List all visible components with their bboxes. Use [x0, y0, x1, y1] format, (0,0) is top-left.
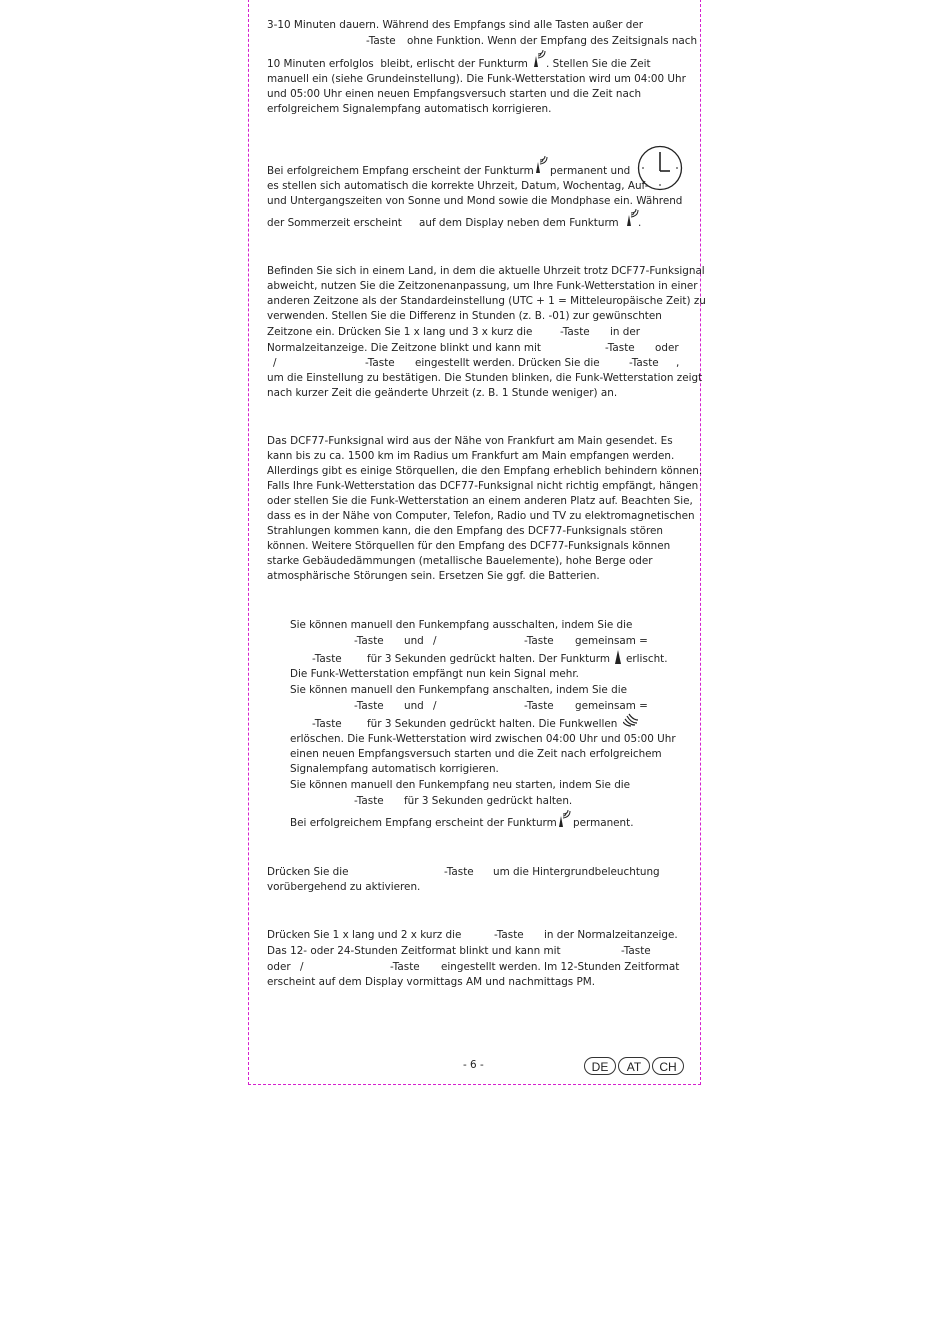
radio-tower-icon — [625, 209, 639, 227]
text-line: verwenden. Stellen Sie die Differenz in Stunden (z. B. -01) zur gewünschten — [267, 310, 662, 322]
country-badge-de: DE — [584, 1057, 616, 1075]
text-line: starke Gebäudedämmungen (metallische Bauelemente), hohe Berge oder — [267, 555, 653, 567]
text-line: oder — [267, 961, 291, 973]
text-line: Sie können manuell den Funkempfang ausschalten, indem Sie die — [290, 619, 633, 631]
text-line: -Taste — [621, 945, 651, 957]
text-line: für 3 Sekunden gedrückt halten. — [404, 795, 573, 807]
page-number: - 6 - — [463, 1059, 484, 1071]
country-badge-at: AT — [618, 1057, 650, 1075]
text-line: manuell ein (siehe Grundeinstellung). Die Funk-Wetterstation wird um 04:00 Uhr — [267, 73, 686, 85]
text-line: 10 Minuten erfolglos bleibt, erlischt der Funkturm — [267, 58, 528, 70]
text-line: es stellen sich automatisch die korrekte Uhrzeit, Datum, Wochentag, Auf- — [267, 180, 649, 192]
text-line: -Taste — [444, 866, 474, 878]
text-line: erlischt. — [626, 653, 668, 665]
text-line: atmosphärische Störungen sein. Ersetzen Sie ggf. die Batterien. — [267, 570, 600, 582]
text-line: der Sommerzeit erscheint — [267, 217, 402, 229]
text-line: nach kurzer Zeit die geänderte Uhrzeit (z. B. 1 Stunde weniger) an. — [267, 387, 618, 399]
text-line: Normalzeitanzeige. Die Zeitzone blinkt und kann mit — [267, 342, 542, 354]
text-line: Falls Ihre Funk-Wetterstation das DCF77-Funksignal nicht richtig empfängt, hängen — [267, 480, 699, 492]
radio-tower-icon — [557, 810, 571, 828]
radio-tower-icon — [532, 50, 546, 68]
text-line: vorübergehend zu aktivieren. — [267, 881, 421, 893]
text-line: abweicht, nutzen Sie die Zeitzonenanpassung, um Ihre Funk-Wetterstation in einer — [267, 280, 698, 292]
text-line: -Taste — [354, 700, 384, 712]
text-line: -Taste — [524, 635, 554, 647]
text-line: -Taste — [494, 929, 524, 941]
text-line: -Taste — [366, 35, 396, 47]
text-line: / — [273, 357, 277, 369]
text-line: -Taste — [390, 961, 420, 973]
country-badge-ch: CH — [652, 1057, 684, 1075]
text-line: oder — [655, 342, 679, 354]
text-line: -Taste — [605, 342, 635, 354]
text-line: Befinden Sie sich in einem Land, in dem die aktuelle Uhrzeit trotz DCF77-Funksignal — [267, 265, 705, 277]
text-line: Das 12- oder 24-Stunden Zeitformat blinkt und kann mit — [267, 945, 561, 957]
text-line: erscheint auf dem Display vormittags AM und nachmittags PM. — [267, 976, 596, 988]
text-line: -Taste — [524, 700, 554, 712]
text-line: und — [404, 700, 424, 712]
text-line: für 3 Sekunden gedrückt halten. Der Funkturm — [367, 653, 610, 665]
text-line: erfolgreichem Signalempfang automatisch korrigieren. — [267, 103, 552, 115]
text-line: -Taste — [354, 795, 384, 807]
text-line: Sie können manuell den Funkempfang anschalten, indem Sie die — [290, 684, 627, 696]
text-line: können. Weitere Störquellen für den Empfang des DCF77-Funksignals können — [267, 540, 671, 552]
text-line: . Stellen Sie die Zeit — [546, 58, 651, 70]
text-line: . — [638, 217, 642, 229]
text-line: Drücken Sie die — [267, 866, 349, 878]
text-line: -Taste — [365, 357, 395, 369]
text-line: / — [433, 700, 437, 712]
text-line: -Taste — [560, 326, 590, 338]
text-line: Die Funk-Wetterstation empfängt nun kein Signal mehr. — [290, 668, 579, 680]
text-line: eingestellt werden. Drücken Sie die — [415, 357, 600, 369]
text-line: permanent und — [550, 165, 631, 177]
text-line: Allerdings gibt es einige Störquellen, die den Empfang erheblich behindern können. — [267, 465, 703, 477]
text-line: ohne Funktion. Wenn der Empfang des Zeitsignals nach — [407, 35, 698, 47]
text-line: in der Normalzeitanzeige. — [544, 929, 678, 941]
text-line: erlöschen. Die Funk-Wetterstation wird zwischen 04:00 Uhr und 05:00 Uhr — [290, 733, 676, 745]
text-line: und — [404, 635, 424, 647]
text-line: , — [676, 357, 680, 369]
radio-tower-icon — [613, 649, 625, 665]
text-line: um die Einstellung zu bestätigen. Die Stunden blinken, die Funk-Wetterstation zeigt — [267, 372, 703, 384]
text-line: auf dem Display neben dem Funkturm — [419, 217, 619, 229]
text-line: und 05:00 Uhr einen neuen Empfangsversuch starten und die Zeit nach — [267, 88, 642, 100]
text-line: dass es in der Nähe von Computer, Telefon, Radio und TV zu elektromagnetischen — [267, 510, 695, 522]
text-line: und Untergangszeiten von Sonne und Mond sowie die Mondphase ein. Während — [267, 195, 683, 207]
text-line: -Taste — [312, 653, 342, 665]
radio-waves-icon — [623, 713, 639, 727]
text-line: Bei erfolgreichem Empfang erscheint der Funkturm — [267, 165, 534, 177]
text-line: Zeitzone ein. Drücken Sie 1 x lang und 3 x kurz die — [267, 326, 533, 338]
text-line: -Taste — [354, 635, 384, 647]
text-line: 3-10 Minuten dauern. Während des Empfangs sind alle Tasten außer der — [267, 19, 643, 31]
text-line: anderen Zeitzone als der Standardeinstellung (UTC + 1 = Mitteleuropäische Zeit) zu — [267, 295, 706, 307]
text-line: gemeinsam = — [575, 635, 648, 647]
radio-tower-icon — [534, 156, 548, 174]
text-line: oder stellen Sie die Funk-Wetterstation an einem anderen Platz auf. Beachten Sie, — [267, 495, 693, 507]
text-line: kann bis zu ca. 1500 km im Radius um Frankfurt am Main empfangen werden. — [267, 450, 675, 462]
text-line: Drücken Sie 1 x lang und 2 x kurz die — [267, 929, 462, 941]
text-line: Signalempfang automatisch korrigieren. — [290, 763, 499, 775]
text-line: gemeinsam = — [575, 700, 648, 712]
text-line: permanent. — [573, 817, 634, 829]
text-line: um die Hintergrundbeleuchtung — [493, 866, 660, 878]
text-line: Das DCF77-Funksignal wird aus der Nähe von Frankfurt am Main gesendet. Es — [267, 435, 673, 447]
text-line: eingestellt werden. Im 12-Stunden Zeitformat — [441, 961, 680, 973]
text-line: Bei erfolgreichem Empfang erscheint der Funkturm — [290, 817, 557, 829]
text-line: für 3 Sekunden gedrückt halten. Die Funkwellen — [367, 718, 618, 730]
text-line: Strahlungen kommen kann, die den Empfang des DCF77-Funksignals stören — [267, 525, 664, 537]
text-line: in der — [610, 326, 641, 338]
text-line: -Taste — [629, 357, 659, 369]
text-line: / — [300, 961, 304, 973]
text-line: / — [433, 635, 437, 647]
text-line: -Taste — [312, 718, 342, 730]
text-line: Sie können manuell den Funkempfang neu starten, indem Sie die — [290, 779, 631, 791]
text-line: einen neuen Empfangsversuch starten und die Zeit nach erfolgreichem — [290, 748, 662, 760]
